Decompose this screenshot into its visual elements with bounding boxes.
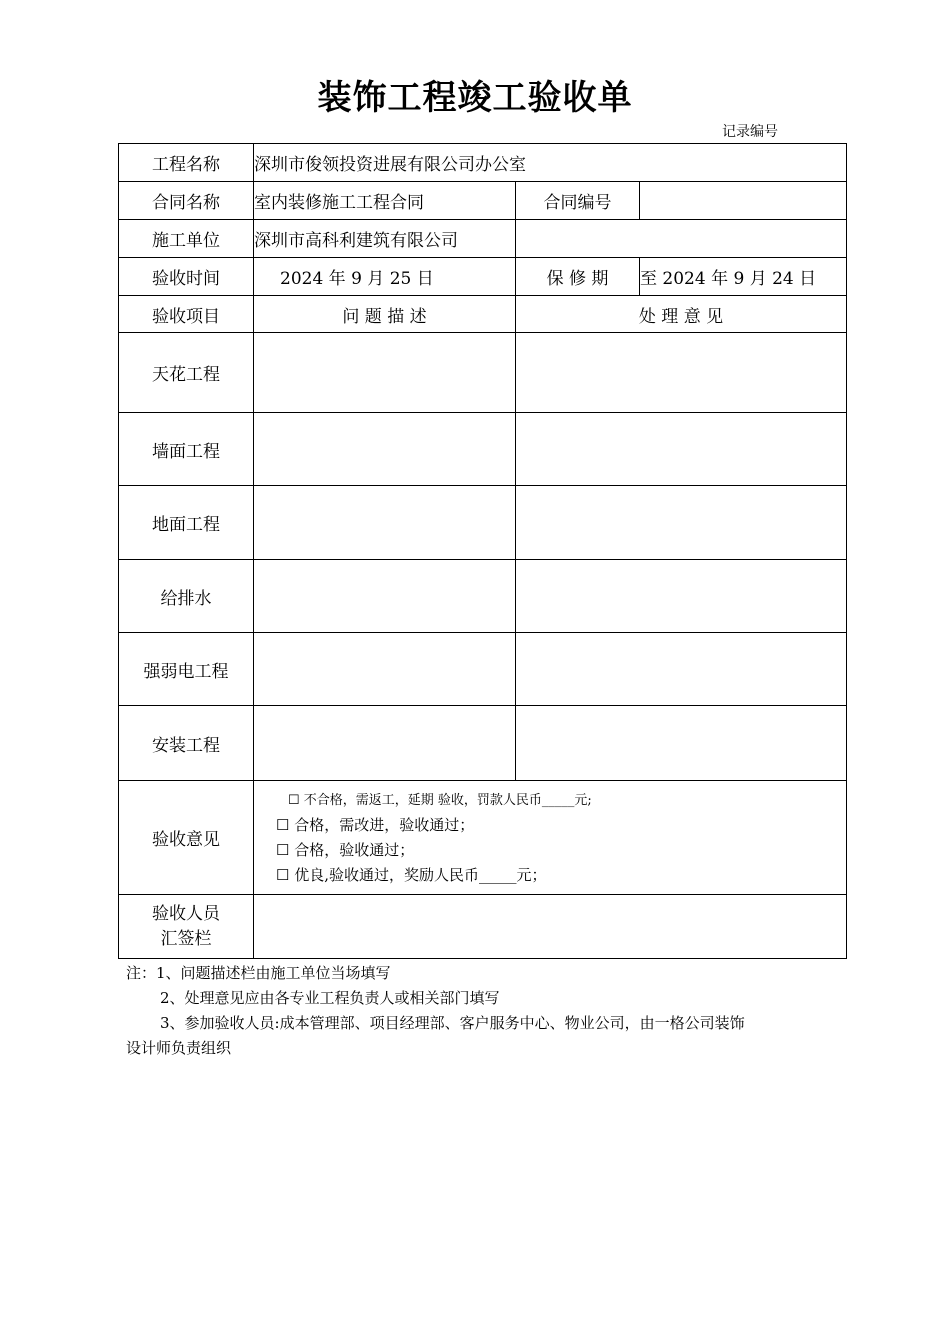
row-acceptance-opinion (119, 781, 847, 895)
opinion-option-excellent[interactable]: ☐ 优良,验收通过，奖励人民币_____元； (276, 865, 547, 884)
notes (126, 961, 846, 1061)
builder-label: 施工单位 (119, 220, 254, 258)
item-name: 安装工程 (119, 706, 254, 781)
item-name: 强弱电工程 (119, 633, 254, 706)
item-name: 给排水 (119, 560, 254, 633)
table-row (119, 333, 847, 413)
builder-field[interactable]: 深圳市高科利建筑有限公司 (254, 220, 516, 258)
problem-description-field[interactable] (254, 413, 516, 486)
table-row (119, 560, 847, 633)
signature-label-line2: 汇签栏 (160, 928, 212, 949)
signature-label-line1: 验收人员 (152, 903, 220, 924)
problem-description-field[interactable] (254, 333, 516, 413)
warranty-field[interactable]: 至 2024 年 9 月 24 日 (640, 258, 847, 296)
note-3-continued: 设计师负责组织 (126, 1039, 232, 1057)
handling-opinion-field[interactable] (516, 333, 847, 413)
row-signature (119, 895, 847, 959)
builder-extra-field[interactable] (516, 220, 847, 258)
signature-field[interactable] (254, 895, 847, 959)
acceptance-form-table (118, 143, 847, 959)
table-row (119, 486, 847, 560)
items-header: 验收项目 (119, 296, 254, 333)
contract-number-field[interactable] (640, 182, 847, 220)
problem-description-field[interactable] (254, 706, 516, 781)
handling-opinion-field[interactable] (516, 560, 847, 633)
item-name: 地面工程 (119, 486, 254, 560)
row-contract (119, 182, 847, 220)
item-name: 天花工程 (119, 333, 254, 413)
row-items-header (119, 296, 847, 333)
acceptance-opinion-options (254, 781, 847, 895)
row-acceptance-time (119, 258, 847, 296)
project-name-label: 工程名称 (119, 144, 254, 182)
warranty-label: 保 修 期 (516, 258, 640, 296)
record-number-label: 记录编号 (722, 124, 778, 140)
table-row (119, 413, 847, 486)
acceptance-time-field[interactable]: 2024 年 9 月 25 日 (254, 258, 516, 296)
handling-opinion-field[interactable] (516, 486, 847, 560)
table-row (119, 633, 847, 706)
contract-name-label: 合同名称 (119, 182, 254, 220)
page-title: 装饰工程竣工验收单 (317, 78, 633, 118)
item-name: 墙面工程 (119, 413, 254, 486)
table-row (119, 706, 847, 781)
note-1: 注：1、问题描述栏由施工单位当场填写 (126, 964, 391, 982)
problem-description-field[interactable] (254, 486, 516, 560)
handling-header: 处 理 意 见 (516, 296, 847, 333)
row-builder (119, 220, 847, 258)
handling-opinion-field[interactable] (516, 706, 847, 781)
problem-description-field[interactable] (254, 633, 516, 706)
acceptance-time-label: 验收时间 (119, 258, 254, 296)
handling-opinion-field[interactable] (516, 413, 847, 486)
project-name-field[interactable]: 深圳市俊领投资进展有限公司办公室 (254, 144, 847, 182)
opinion-option-pass-improve[interactable]: ☐ 合格，需改进，验收通过； (276, 815, 475, 834)
opinion-option-pass[interactable]: ☐ 合格，验收通过； (276, 840, 415, 859)
acceptance-opinion-label: 验收意见 (119, 781, 254, 895)
handling-opinion-field[interactable] (516, 633, 847, 706)
opinion-option-fail[interactable]: ☐ 不合格，需返工，延期 验收，罚款人民币_____元; (288, 792, 592, 808)
signature-label (119, 895, 254, 959)
note-2: 2、处理意见应由各专业工程负责人或相关部门填写 (160, 989, 500, 1007)
contract-number-label: 合同编号 (516, 182, 640, 220)
problem-header: 问 题 描 述 (254, 296, 516, 333)
note-3: 3、参加验收人员:成本管理部、项目经理部、客户服务中心、物业公司，由一格公司装饰 (160, 1014, 745, 1032)
row-project-name (119, 144, 847, 182)
problem-description-field[interactable] (254, 560, 516, 633)
contract-name-field[interactable]: 室内装修施工工程合同 (254, 182, 516, 220)
